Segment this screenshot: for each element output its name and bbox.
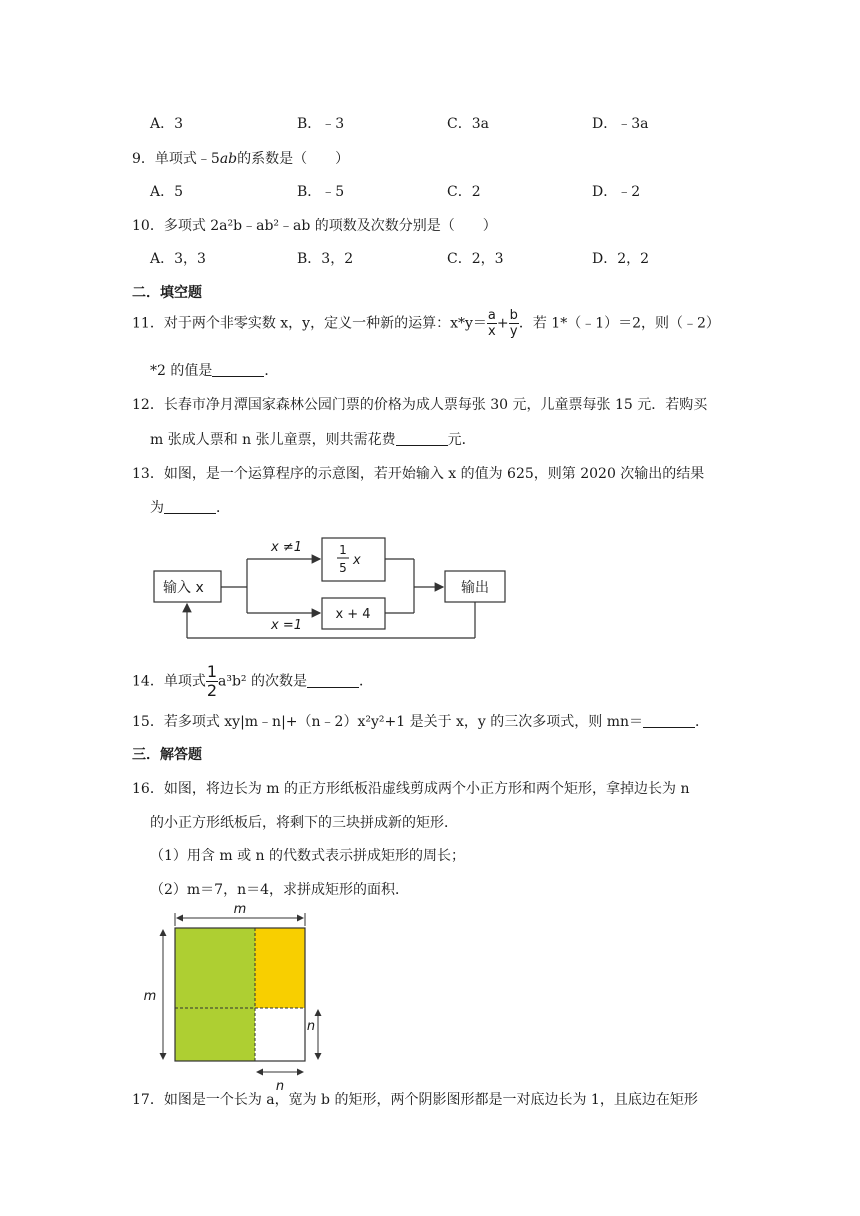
square-bottom-label: n: [275, 1079, 285, 1094]
q10-option-a: A．3，3: [150, 251, 206, 267]
flow-top-var: x: [353, 553, 361, 568]
q13-line2: 为 ．: [150, 500, 230, 516]
q9-stem-a: 9．单项式﹣5: [132, 151, 220, 167]
q14-text-a: 14．单项式: [132, 673, 206, 690]
q15-answer-blank[interactable]: [643, 713, 695, 728]
q9-stem-b: 的系数是（ ）: [237, 151, 350, 167]
q9-option-d: D．﹣2: [592, 184, 641, 200]
q17-line1: 17．如图是一个长为 a，宽为 b 的矩形，两个阴影图形都是一对底边长为 1，且底边在矩形: [132, 1092, 698, 1108]
flow-input-label: 输入 x: [163, 580, 204, 596]
q11-text-b: ．若 1*（﹣1）＝2，则（﹣2）: [518, 315, 720, 332]
q9-option-c: C．2: [447, 184, 481, 200]
q13-line2-text: 为: [150, 500, 164, 516]
q12-line2-b: 元．: [447, 432, 476, 448]
q11-line2-text: *2 的值是: [150, 363, 213, 379]
q12-line1: 12．长春市净月潭国家森林公园门票的价格为成人票每张 30 元，儿童票每张 15 元．若购买: [132, 397, 708, 413]
q13-line1: 13．如图，是一个运算程序的示意图，若开始输入 x 的值为 625，则第 2020 次输出的结果: [132, 466, 705, 482]
q11-plus: +: [496, 315, 509, 332]
q16-line2: 的小正方形纸板后，将剩下的三块拼成新的矩形．: [150, 815, 458, 831]
q8-option-d: D．﹣3a: [592, 116, 649, 132]
q10-option-b: B．3，2: [297, 251, 354, 267]
section-fill-in-title: 二．填空题: [132, 285, 202, 301]
q14-frac-den: 2: [206, 681, 218, 700]
q16-sub1: （1）用含 m 或 n 的代数式表示拼成矩形的周长；: [150, 848, 465, 864]
q16-line1: 16．如图，将边长为 m 的正方形纸板沿虚线剪成两个小正方形和两个矩形，拿掉边长为 n: [132, 781, 690, 797]
q11-text-a: 11．对于两个非零实数 x，y，定义一种新的运算：x*y＝: [132, 315, 487, 332]
q12-line2-a: m 张成人票和 n 张儿童票，则共需花费: [150, 432, 396, 448]
q15-stem: 15．若多项式 xy|m﹣n|+（n﹣2）x²y²+1 是关于 x，y 的三次多项式，则 mn＝ ．: [132, 714, 710, 730]
flow-top-frac-num: 1: [339, 543, 347, 557]
flow-cond-top: x ≠1: [271, 540, 302, 555]
q14-answer-blank[interactable]: [307, 673, 359, 688]
q11-frac1-num: a: [487, 308, 496, 323]
q11-frac1-den: x: [488, 324, 496, 339]
q8-option-a: A．3: [150, 116, 184, 132]
section-answer-title: 三．解答题: [132, 747, 202, 763]
q10-option-c: C．2，3: [447, 251, 504, 267]
q9-option-a: A．5: [150, 184, 184, 200]
q8-option-b: B．﹣3: [297, 116, 345, 132]
q15-text: 15．若多项式 xy|m﹣n|+（n﹣2）x²y²+1 是关于 x，y 的三次多项式，则 mn＝: [132, 714, 644, 730]
q14-frac-num: 1: [206, 662, 218, 681]
q11-frac2-num: b: [509, 308, 518, 323]
flow-cond-bottom: x =1: [271, 618, 302, 633]
q9-option-b: B．﹣5: [297, 184, 345, 200]
q10-option-d: D．2，2: [592, 251, 650, 267]
flow-top-frac-den: 5: [339, 561, 347, 575]
q14-text-b: a³b² 的次数是: [218, 673, 307, 690]
q14-stem: 14．单项式 $\frac{1}{2}$ a³b² 的次数是 ．: [132, 662, 373, 700]
flow-output-label: 输出: [461, 580, 489, 596]
q16-sub2: （2）m＝7，n＝4，求拼成矩形的面积．: [150, 882, 410, 898]
q10-stem: 10．多项式 2a²b﹣ab²﹣ab 的项数及次数分别是（ ）: [132, 218, 497, 234]
q11-frac2-den: y: [509, 324, 518, 339]
flow-bottom-label: x + 4: [335, 607, 371, 622]
square-left-label: m: [143, 989, 157, 1004]
q14-fraction: [206, 664, 218, 699]
q11-line2: *2 的值是 ．: [150, 363, 279, 379]
q8-option-c: C．3a: [447, 116, 489, 132]
square-top-label: m: [233, 902, 247, 917]
q9-stem-var: ab: [219, 151, 238, 167]
square-right-label: n: [306, 1019, 316, 1034]
